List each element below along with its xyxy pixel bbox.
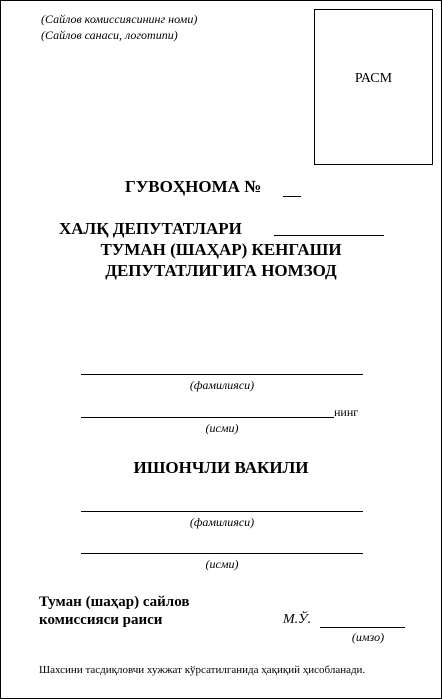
- candidate-surname-caption: (фамилияси): [189, 378, 255, 392]
- commission-name-placeholder: (Сайлов комиссиясининг номи): [41, 12, 198, 26]
- representative-surname-caption: (фамилияси): [189, 515, 255, 529]
- representative-surname-line: [81, 511, 363, 512]
- council-line-3: ДЕПУТАТЛИГИГА НОМЗОД: [105, 261, 337, 280]
- election-date-logo-placeholder: (Сайлов санаси, логотипи): [41, 28, 178, 42]
- council-line-2: ТУМАН (ШАҲАР) КЕНГАШИ: [100, 240, 342, 259]
- chair-label-line-2: комиссияси раиси: [39, 612, 163, 628]
- candidate-surname-line: [81, 374, 363, 375]
- certificate-number-line: [283, 196, 301, 197]
- council-line-1: [59, 219, 242, 239]
- certificate-title-text: ГУВОҲНОМА №: [125, 177, 262, 196]
- seal-placeholder: М.Ў.: [283, 612, 312, 627]
- photo-box: [314, 9, 433, 165]
- photo-label: РАСМ: [354, 71, 393, 86]
- footer-note: Шахсини тасдиқловчи хужжат кўрсатилганида ҳақиқий ҳисобланади.: [39, 664, 366, 676]
- signature-caption: (имзо): [351, 630, 385, 644]
- chair-label-line-1: Туман (шаҳар) сайлов: [39, 594, 190, 610]
- representative-name-caption: (исми): [205, 557, 239, 571]
- representative-title: ИШОНЧЛИ ВАКИЛИ: [133, 458, 309, 477]
- council-name-line: [274, 235, 384, 236]
- council-line-1-text: ХАЛҚ ДЕПУТАТЛАРИ: [59, 219, 242, 238]
- candidate-name-line: [81, 417, 334, 418]
- signature-line: [320, 627, 405, 628]
- candidate-name-caption: (исми): [205, 421, 239, 435]
- representative-name-line: [81, 553, 363, 554]
- candidate-name-suffix: нинг: [334, 405, 359, 419]
- certificate-title: [125, 177, 261, 197]
